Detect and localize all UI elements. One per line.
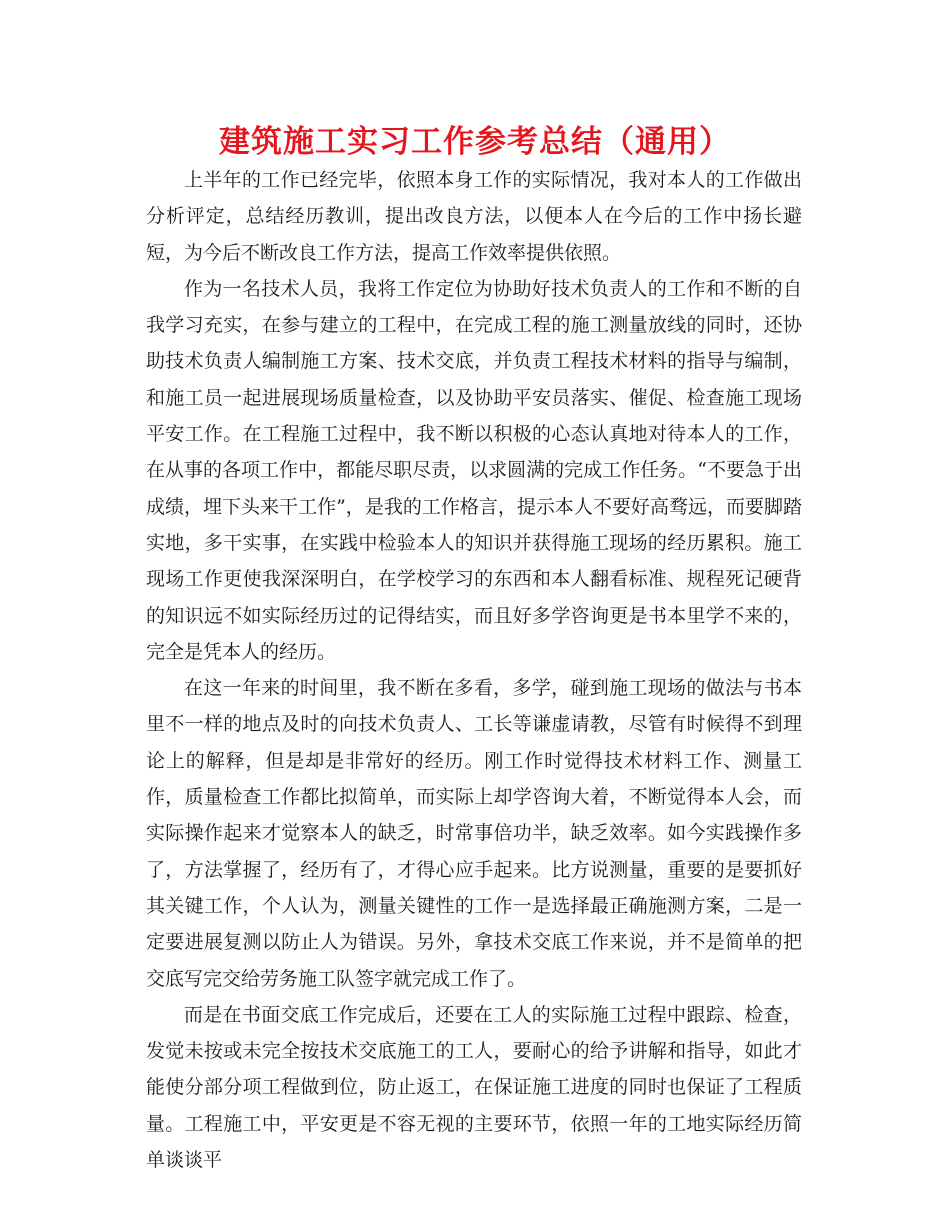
document-title: 建筑施工实习工作参考总结（通用） bbox=[219, 124, 731, 160]
document-body bbox=[146, 162, 802, 1178]
paragraph: 作为一名技术人员，我将工作定位为协助好技术负责人的工作和不断的自我学习充实，在参与建立的工程中，在完成工程的施工测量放线的同时，还协助技术负责人编制施工方案、技术交底，并负责工程技术材料的指导与编制，和施工员一起进展现场质量检查，以及协助平安员落实、催促、检查施工现场平安工作。在工程施工过程中，我不断以积极的心态认真地对待本人的工作，在从事的各项工作中，都能尽职尽责，以求圆满的完成工作任务。“不要急于出成绩，埋下头来干工作”，是我的工作格言，提示本人不要好高骛远，而要脚踏实地，多干实事，在实践中检验本人的知识并获得施工现场的经历累积。施工现场工作更使我深深明白，在学校学习的东西和本人翻看标准、规程死记硬背的知识远不如实际经历过的记得结实，而且好多学咨询更是书本里学不来的，完全是凭本人的经历。 bbox=[146, 277, 802, 663]
paragraph: 在这一年来的时间里，我不断在多看，多学，碰到施工现场的做法与书本里不一样的地点及时的向技术负责人、工长等谦虚请教，尽管有时候得不到理论上的解释，但是却是非常好的经历。刚工作时觉得技术材料工作、测量工作，质量检查工作都比拟简单，而实际上却学咨询大着，不断觉得本人会，而实际操作起来才觉察本人的缺乏，时常事倍功半，缺乏效率。如今实践操作多了，方法掌握了，经历有了，才得心应手起来。比方说测量，重要的是要抓好其关键工作，个人认为，测量关键性的工作一是选择最正确施测方案，二是一定要进展复测以防止人为错误。另外，拿技术交底工作来说，并不是简单的把交底写完交给劳务施工队签字就完成工作了。 bbox=[146, 677, 802, 990]
paragraph: 上半年的工作已经完毕，依照本身工作的实际情况，我对本人的工作做出分析评定，总结经历教训，提出改良方法，以便本人在今后的工作中扬长避短，为今后不断改良工作方法，提高工作效率提供依照。 bbox=[146, 169, 802, 264]
paragraph: 而是在书面交底工作完成后，还要在工人的实际施工过程中跟踪、检查，发觉未按或未完全按技术交底施工的工人，要耐心的给予讲解和指导，如此才能使分部分项工程做到位，防止返工，在保证施工进度的同时也保证了工程质量。工程施工中，平安更是不容无视的主要环节，依照一年的工地实际经历简单谈谈平 bbox=[146, 1003, 802, 1172]
